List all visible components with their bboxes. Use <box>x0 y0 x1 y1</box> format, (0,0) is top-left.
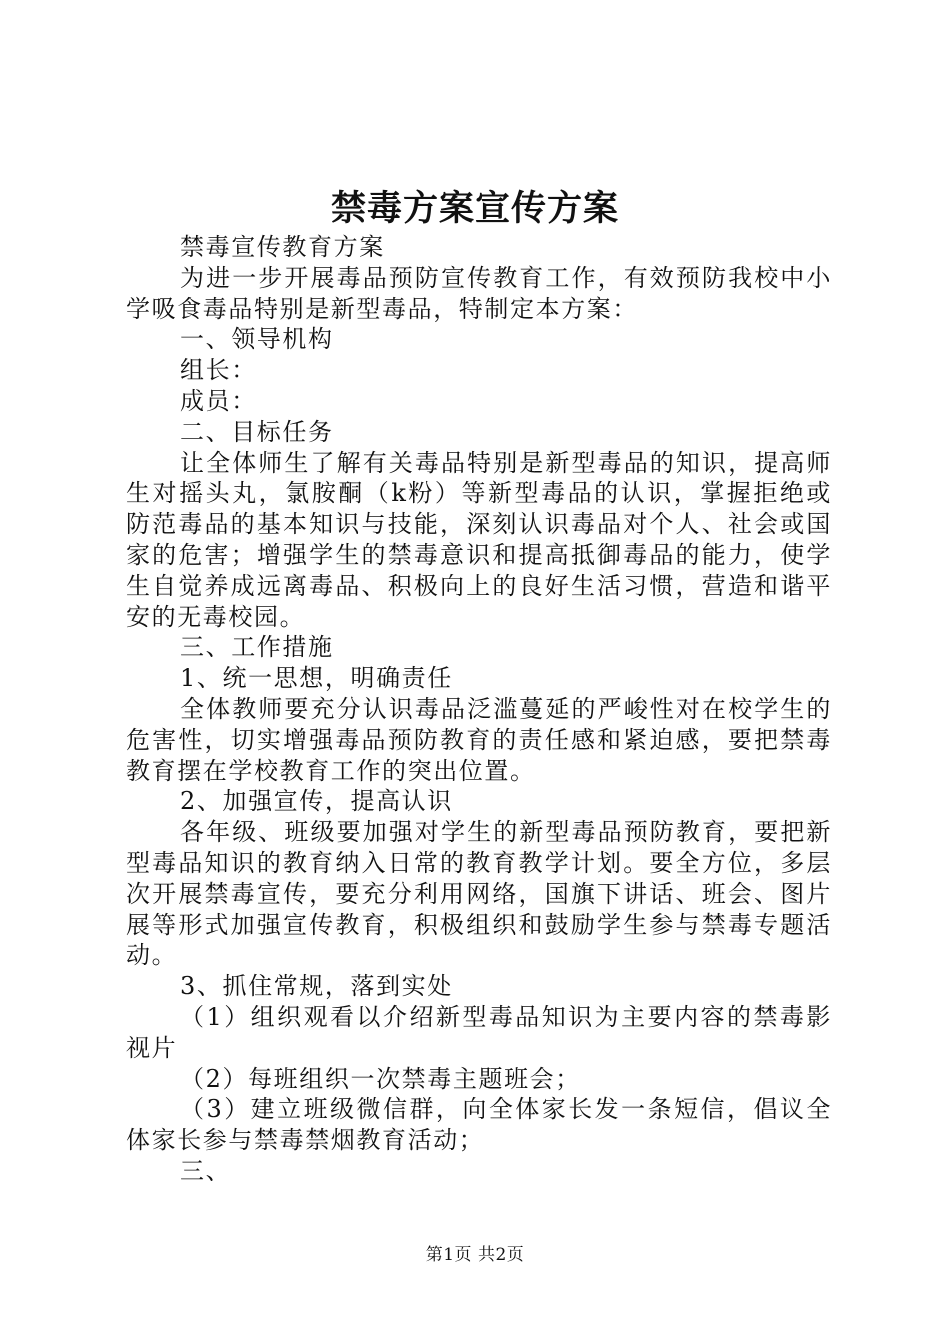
subheading-measure-2: 2、加强宣传，提高认识 <box>180 787 453 816</box>
document-body <box>126 232 832 1187</box>
page-number-footer: 第1页 共2页 <box>425 1245 525 1265</box>
paragraph-trailing-heading: 三、 <box>180 1156 232 1185</box>
paragraph-members: 成员： <box>180 386 257 415</box>
section-heading-leadership: 一、领导机构 <box>180 325 334 354</box>
list-item-1: （1）组织观看以介绍新型毒品知识为主要内容的禁毒影视片 <box>126 1002 832 1062</box>
subheading-measure-3: 3、抓住常规，落到实处 <box>180 972 453 1001</box>
paragraph-measure-1: 全体教师要充分认识毒品泛滥蔓延的严峻性对在校学生的危害性，切实增强毒品预防教育的责任感和紧迫感，要把禁毒教育摆在学校教育工作的突出位置。 <box>126 694 832 785</box>
document-title: 禁毒方案宣传方案 <box>330 189 619 229</box>
subheading-measure-1: 1、统一思想，明确责任 <box>180 664 453 693</box>
list-item-3: （3）建立班级微信群，向全体家长发一条短信，倡议全体家长参与禁毒禁烟教育活动； <box>126 1095 832 1155</box>
paragraph-intro: 为进一步开展毒品预防宣传教育工作，有效预防我校中小学吸食毒品特别是新型毒品，特制定本方案： <box>126 263 832 323</box>
paragraph-measure-2: 各年级、班级要加强对学生的新型毒品预防教育，要把新型毒品知识的教育纳入日常的教育教学计划。要全方位，多层次开展禁毒宣传，要充分利用网络，国旗下讲话、班会、图片展等形式加强宣传教育，积极组织和鼓励学生参与禁毒专题活动。 <box>126 818 832 970</box>
paragraph-subtitle: 禁毒宣传教育方案 <box>180 233 385 261</box>
paragraph-group-leader: 组长： <box>180 356 257 385</box>
paragraph-goals: 让全体师生了解有关毒品特别是新型毒品的知识，提高师生对摇头丸，氯胺酮（k粉）等新型毒品的认识，掌握拒绝或防范毒品的基本知识与技能，深刻认识毒品对个人、社会或国家的危害；增强学生的禁毒意识和提高抵御毒品的能力，使学生自觉养成远离毒品、积极向上的良好生活习惯，营造和谐平安的无毒校园。 <box>126 448 832 631</box>
section-heading-measures: 三、工作措施 <box>180 633 334 662</box>
section-heading-goals: 二、目标任务 <box>180 417 334 446</box>
list-item-2: （2）每班组织一次禁毒主题班会； <box>180 1064 581 1093</box>
